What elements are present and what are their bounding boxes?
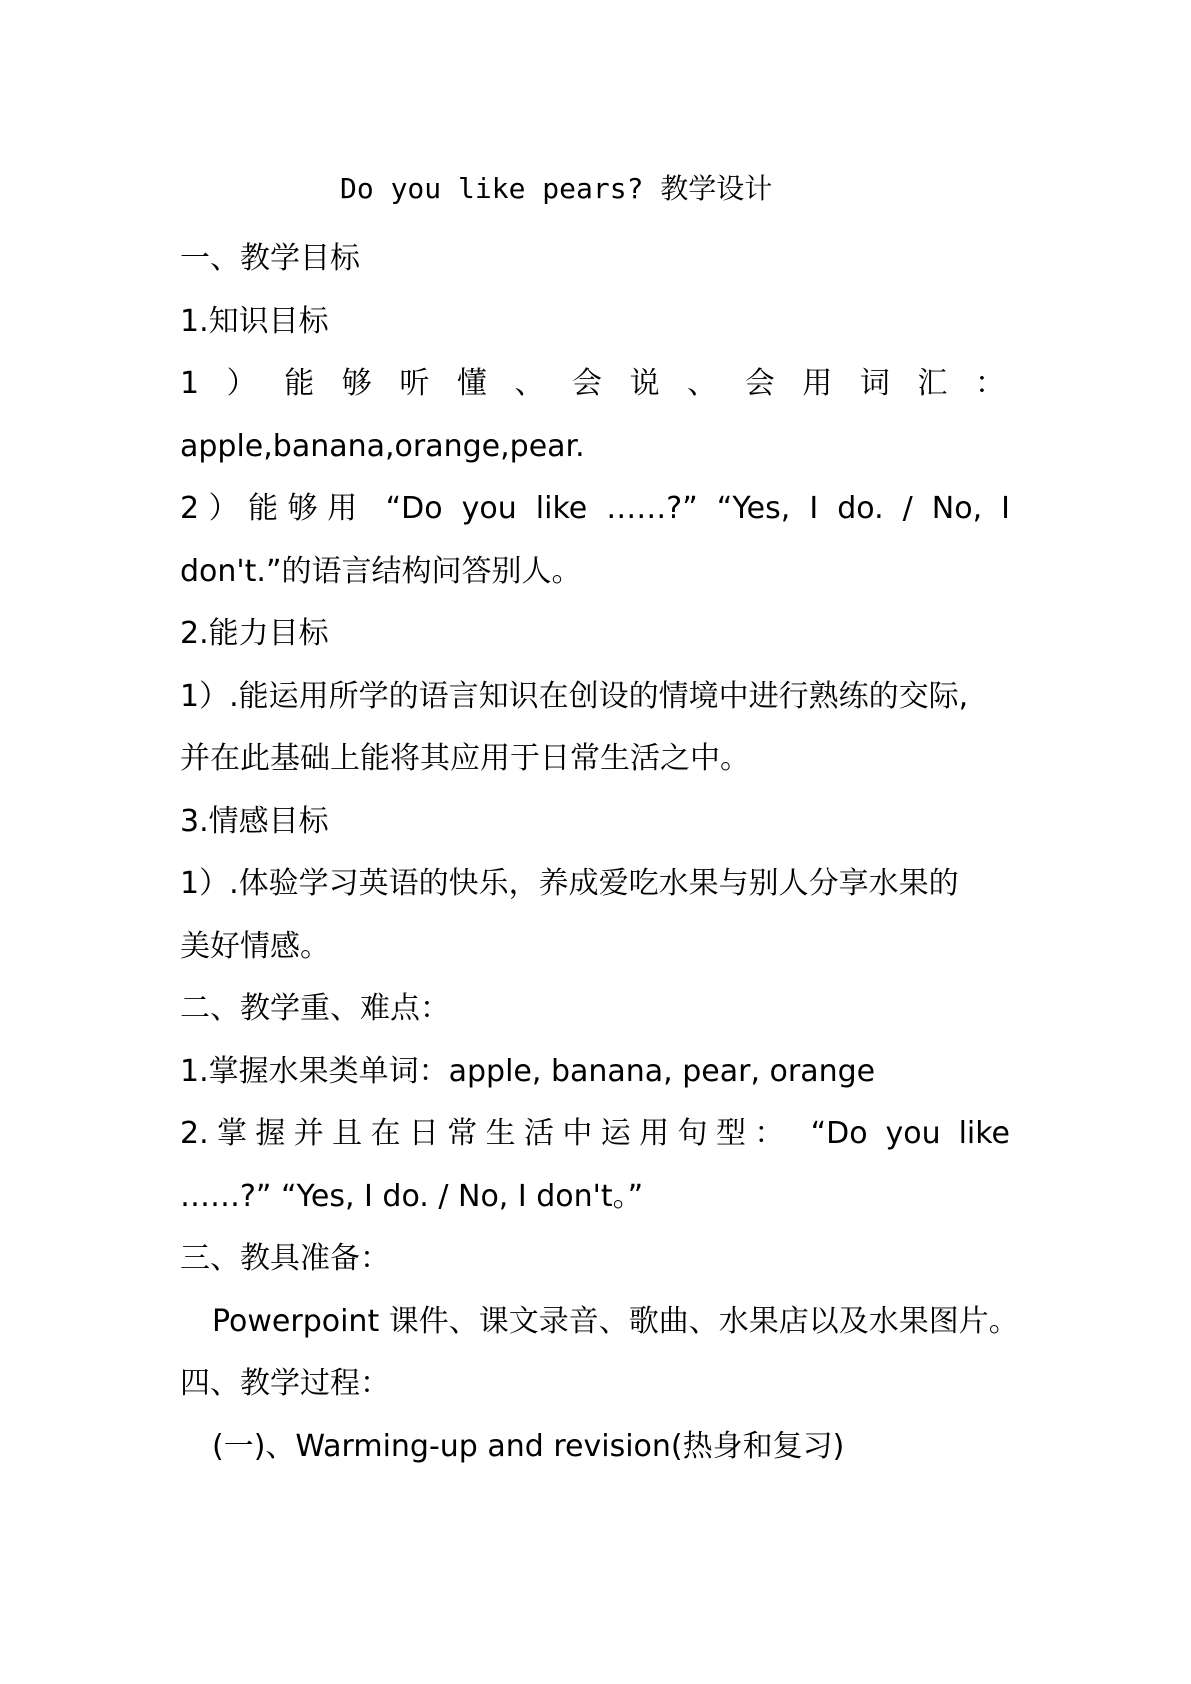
section-heading-process: 四、教学过程： <box>180 1366 390 1401</box>
section-heading-key-points: 二、教学重、难点： <box>180 991 450 1026</box>
key-point-2-line-2: ……?” “Yes, I do. / No, I don't。” <box>180 1178 644 1214</box>
knowledge-goal-2-line-1: 2）能够用 “Do you like ……?” “Yes, I do. / No, I <box>180 491 1010 526</box>
knowledge-goal-1-line-1: 1）能够听懂、会说、会用词汇： <box>180 366 1010 401</box>
ability-goals-heading: 2.能力目标 <box>180 616 329 651</box>
ability-goal-1-line-1: 1）.能运用所学的语言知识在创设的情境中进行熟练的交际, <box>180 678 969 714</box>
process-step-1: (一)、Warming-up and revision(热身和复习) <box>212 1428 845 1464</box>
ability-goal-1-line-2: 并在此基础上能将其应用于日常生活之中。 <box>180 741 750 776</box>
knowledge-goals-heading: 1.知识目标 <box>180 303 329 339</box>
emotion-goals-heading: 3.情感目标 <box>180 803 329 839</box>
emotion-goal-1-line-2: 美好情感。 <box>180 928 330 964</box>
key-point-2-line-1: 2.掌握并且在日常生活中运用句型： “Do you like <box>180 1116 1010 1151</box>
emotion-goal-1-line-1: 1）.体验学习英语的快乐，养成爱吃水果与别人分享水果的 <box>180 866 959 901</box>
document-body <box>180 228 1019 1478</box>
materials-list: Powerpoint 课件、课文录音、歌曲、水果店以及水果图片。 <box>212 1303 1019 1339</box>
key-point-1: 1.掌握水果类单词：apple, banana, pear, orange <box>180 1053 876 1089</box>
section-heading-materials: 三、教具准备： <box>180 1241 390 1276</box>
knowledge-goal-1-line-2: apple,banana,orange,pear. <box>180 428 585 464</box>
knowledge-goal-2-line-2: don't.”的语言结构问答别人。 <box>180 553 582 589</box>
section-heading-teaching-goals: 一、教学目标 <box>180 241 360 276</box>
document-title: Do you like pears? 教学设计 <box>340 172 773 205</box>
